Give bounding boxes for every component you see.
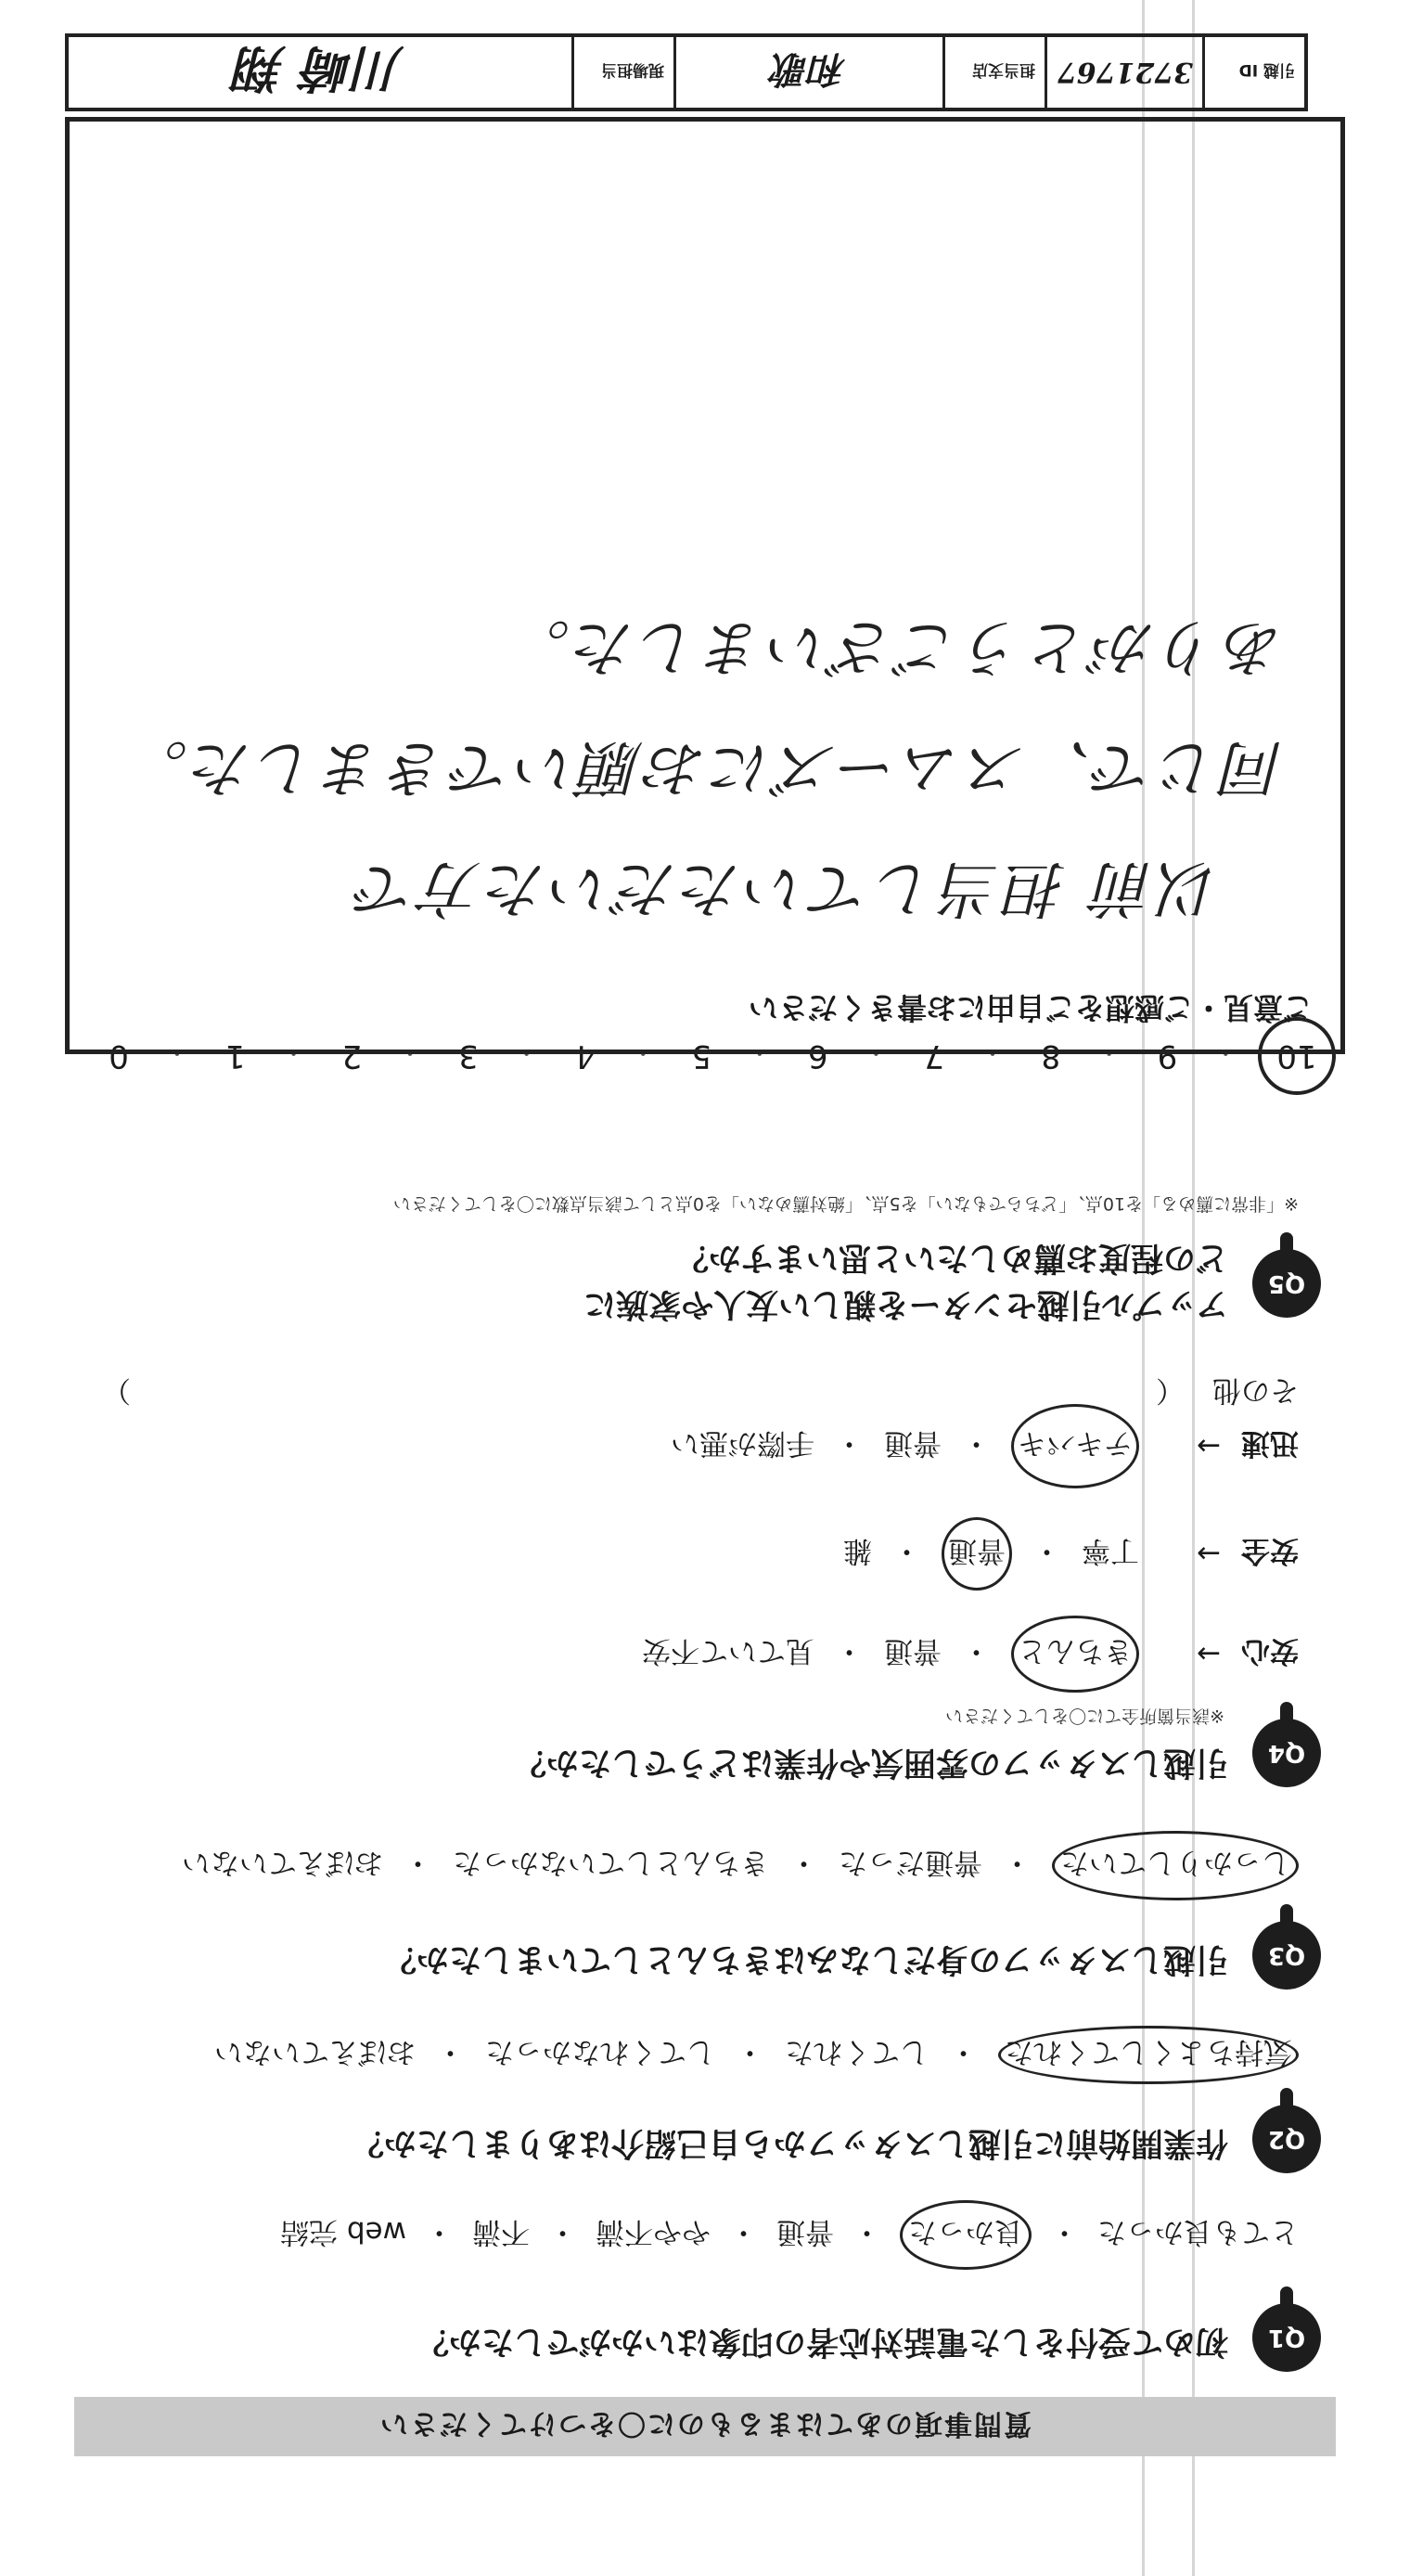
scale-option[interactable]: 4 — [574, 1037, 596, 1075]
q2-badge: Q2 — [1252, 2105, 1321, 2173]
q4-note: ※該当箇所全てに〇をしてください — [945, 1706, 1224, 1726]
scale-option[interactable]: 5 — [691, 1037, 711, 1075]
branch-value: 和歌 — [673, 37, 942, 108]
q4-other-open: （ — [1156, 1373, 1185, 1407]
q4-badge: Q4 — [1252, 1719, 1321, 1787]
q2-option-selected[interactable]: 気持ちよくしてくれた — [998, 2026, 1299, 2084]
q1-option[interactable]: 普通 — [776, 2215, 834, 2248]
q4-option[interactable]: 手際が悪い — [671, 1426, 815, 1460]
scale-separator: ・ — [865, 1040, 888, 1067]
q4-other-close: ） — [102, 1373, 131, 1407]
q2-option[interactable]: してくれなかった — [485, 2035, 715, 2068]
id-value: 3721767 — [1045, 37, 1202, 108]
scale-option[interactable]: 2 — [341, 1037, 363, 1075]
q4-option[interactable]: 雑 — [843, 1534, 873, 1567]
q3-option-selected[interactable]: しっかりしていた — [1052, 1831, 1299, 1900]
q1-option[interactable]: web 完結 — [280, 2215, 406, 2248]
scale-option[interactable]: 8 — [1041, 1037, 1061, 1075]
scale-option[interactable]: 3 — [458, 1037, 479, 1075]
q4-other-label: その他 — [1212, 1373, 1299, 1407]
arrow-icon: → — [1197, 1637, 1221, 1671]
q1-option[interactable]: 不満 — [472, 2215, 530, 2248]
scale-option-selected[interactable]: 10 — [1258, 1017, 1336, 1095]
q4-row-anzen: 安全 → 丁寧 ・ 普通 ・ 雑 — [843, 1517, 1299, 1591]
q5-badge: Q5 — [1252, 1249, 1321, 1318]
scale-separator: ・ — [981, 1040, 1005, 1067]
q5-text-line1: アップル引越センターを親しい友人や家族に — [583, 1285, 1228, 1322]
instruction-bar — [74, 2397, 1336, 2456]
arrow-icon: → — [1197, 1537, 1221, 1571]
scale-separator: ・ — [515, 1040, 538, 1067]
scale-option[interactable]: 6 — [807, 1037, 828, 1075]
branch-label: 担当支店 — [942, 37, 1045, 108]
q3-text: 引越しスタッフの身だしなみはきちんとしていましたか？ — [383, 1940, 1228, 1977]
q4-option[interactable]: 普通 — [884, 1634, 942, 1668]
scale-separator: ・ — [748, 1040, 771, 1067]
comment-line: 同じで、スムーズにお願いできました。 — [122, 732, 1285, 804]
scale-separator: ・ — [632, 1040, 655, 1067]
q1-options: とても良かった ・ 良かった ・ 普通 ・ やや不満 ・ 不満 ・ web 完結 — [280, 2200, 1299, 2270]
arrow-icon: → — [1197, 1429, 1221, 1463]
scale-option[interactable]: 0 — [109, 1037, 129, 1075]
q4-option[interactable]: 普通 — [884, 1426, 942, 1460]
q3-options: しっかりしていた ・ 普通だった ・ きちんとしていなかった ・ おぼえていない — [182, 1831, 1299, 1900]
id-label: 引越 ID — [1202, 37, 1304, 108]
scale-separator: ・ — [165, 1040, 188, 1067]
q2-option[interactable]: おぼえていない — [214, 2035, 416, 2068]
scale-separator: ・ — [1214, 1040, 1237, 1067]
q4-option-selected[interactable]: きちんと — [1011, 1616, 1139, 1693]
q4-option[interactable]: 丁寧 — [1082, 1534, 1140, 1567]
scale-separator: ・ — [282, 1040, 305, 1067]
id-strip — [65, 33, 1308, 111]
q1-option[interactable]: とても良かった — [1097, 2215, 1299, 2248]
scale-separator: ・ — [399, 1040, 422, 1067]
q4-option-selected[interactable]: 普通 — [942, 1517, 1012, 1591]
q4-row-anshin: 安心 → きちんと ・ 普通 ・ 見ていて不安 — [642, 1616, 1299, 1693]
q1-option[interactable]: やや不満 — [596, 2215, 711, 2248]
q4-row-label: 安全 — [1241, 1534, 1299, 1567]
q3-badge: Q3 — [1252, 1921, 1321, 1990]
comment-title: ご意見・ご感想をご自由にお書きください — [748, 990, 1313, 1025]
q5-note: ※「非常に薦める」を10点、「どちらでもない」を5点、「絶対薦めない」を0点として該当点数に〇をしてください — [392, 1193, 1299, 1214]
q4-text: 引越しスタッフの雰囲気や作業はどうでしたか？ — [513, 1744, 1228, 1781]
q4-row-label: 安心 — [1241, 1634, 1299, 1668]
q3-option[interactable]: 普通だった — [839, 1846, 982, 1879]
instruction-text: 質問事項のあてはまるものに〇をつけてください — [378, 2407, 1032, 2440]
scale-option[interactable]: 1 — [224, 1037, 246, 1075]
q4-row-other — [102, 1372, 1299, 1414]
q2-options: 気持ちよくしてくれた ・ してくれた ・ してくれなかった ・ おぼえていない — [214, 2026, 1299, 2084]
q2-option[interactable]: してくれた — [785, 2035, 929, 2068]
comment-box[interactable] — [65, 117, 1345, 1054]
q4-option[interactable]: 見ていて不安 — [642, 1634, 815, 1668]
q2-text: 作業開始前に引越しスタッフから自己紹介はありましたか？ — [351, 2124, 1228, 2161]
q1-text: 初めて受付をした電話対応者の印象はいかがでしたか？ — [416, 2323, 1228, 2360]
q5-text-line2: どの程度お薦めしたいと思いますか？ — [675, 1239, 1228, 1276]
scale-option[interactable]: 7 — [924, 1037, 945, 1075]
q1-option-selected[interactable]: 良かった — [900, 2200, 1032, 2270]
q4-row-jinsoku: 迅速 → テキパキ ・ 普通 ・ 手際が悪い — [671, 1404, 1299, 1488]
comment-line: ありがとうございました。 — [506, 612, 1285, 683]
scale-separator: ・ — [1097, 1040, 1121, 1067]
q4-option-selected[interactable]: テキパキ — [1011, 1404, 1139, 1488]
q1-badge: Q1 — [1252, 2303, 1321, 2372]
q4-row-label: 迅速 — [1241, 1426, 1299, 1460]
comment-line: 以前 担当していただいた方で — [352, 853, 1220, 924]
scale-option[interactable]: 9 — [1157, 1037, 1178, 1075]
q3-option[interactable]: おぼえていない — [182, 1846, 383, 1879]
q3-option[interactable]: きちんとしていなかった — [453, 1846, 769, 1879]
person-label: 現場担当 — [571, 37, 673, 108]
person-value: 川崎 翔 — [236, 39, 404, 99]
